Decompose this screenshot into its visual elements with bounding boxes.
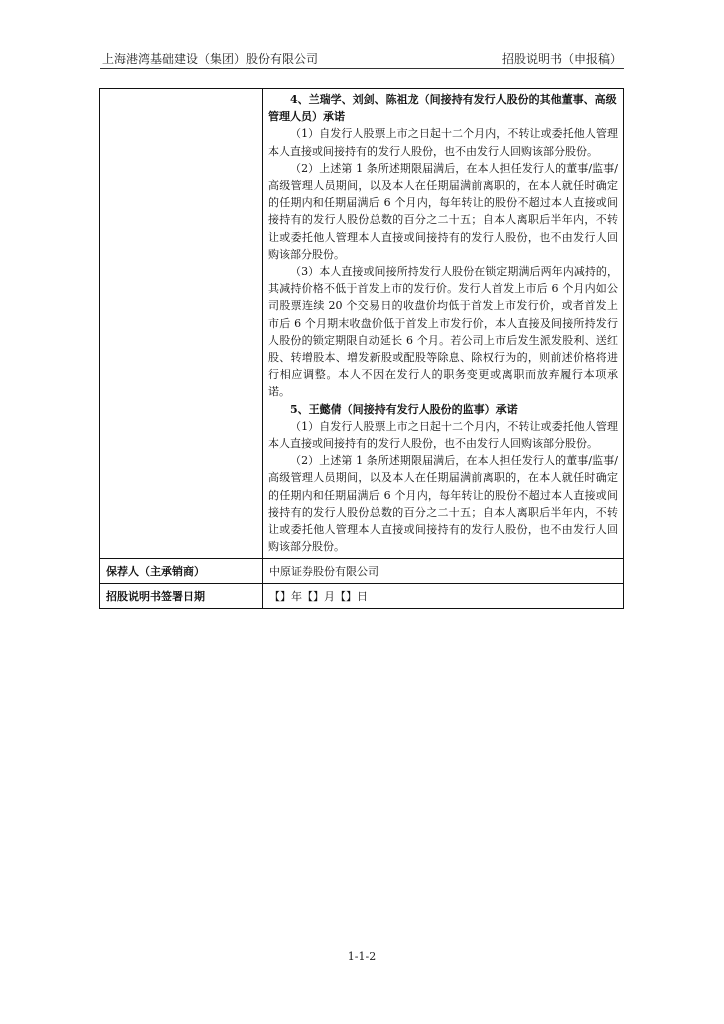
commitment-5-para-2: （2）上述第 1 条所述期限届满后，在本人担任发行人的董事/监事/高级管理人员期间，以及本人在任期届满前离职的，在本人就任时确定的任期内和任期届满后 6 个月内，每年转让的股份不超过本人直接或间接持有的发行人股份总数的百分之二十五；自本人离职后半年内，不转让或委托他人管理本人直接或间接持有的发行人股份，也不由发行人回购该部分股份。 xyxy=(268,454,618,554)
sponsor-label: 保荐人（主承销商） xyxy=(100,559,263,584)
page-header xyxy=(100,47,624,67)
sign-date-row xyxy=(100,584,624,609)
commitment-heading-5: 5、王懿倩（间接持有发行人股份的监事）承诺 xyxy=(290,402,518,416)
commitment-4-para-1: （1）自发行人股票上市之日起十二个月内，不转让或委托他人管理本人直接或间接持有的发行人股份，也不由发行人回购该部分股份。 xyxy=(268,127,618,158)
page-number: 1-1-2 xyxy=(347,950,377,963)
sponsor-value: 中原证券股份有限公司 xyxy=(263,559,624,584)
header-company: 上海港湾基础建设（集团）股份有限公司 xyxy=(102,52,319,66)
commitments-label-cell xyxy=(100,89,263,559)
commitment-heading-4: 4、兰瑞学、刘剑、陈祖龙（间接持有发行人股份的其他董事、高级管理人员）承诺 xyxy=(268,93,617,124)
sign-date-label: 招股说明书签署日期 xyxy=(100,584,263,609)
commitments-content-cell xyxy=(263,89,624,559)
sign-date-value: 【】年【】月【】日 xyxy=(263,584,624,609)
sponsor-row xyxy=(100,559,624,584)
commitment-4-para-3: （3）本人直接或间接所持发行人股份在锁定期满后两年内减持的，其减持价格不低于首发上市的发行价。发行人首发上市后 6 个月内如公司股票连续 20 个交易日的收盘价均低于首发上市发行价，或者首发上市后 6 个月期末收盘价低于首发上市发行价，本人直接及间接所持发行人股份的锁定期限自动延长 6 个月。若公司上市后发生派发股利、送红股、转增股本、增发新股或配股等除息、除权行为的，则前述价格将进行相应调整。本人不因在发行人的职务变更或离职而放弃履行本项承诺。 xyxy=(268,265,618,399)
header-rule xyxy=(100,68,624,69)
commitments-row xyxy=(100,89,624,559)
info-table xyxy=(99,88,624,609)
commitment-4-para-2: （2）上述第 1 条所述期限届满后，在本人担任发行人的董事/监事/高级管理人员期间，以及本人在任期届满前离职的，在本人就任时确定的任期内和任期届满后 6 个月内，每年转让的股份不超过本人直接或间接持有的发行人股份总数的百分之二十五；自本人离职后半年内，不转让或委托他人管理本人直接或间接持有的发行人股份，也不由发行人回购该部分股份。 xyxy=(268,161,618,261)
header-doc-type: 招股说明书（申报稿） xyxy=(501,52,622,66)
commitment-5-para-1: （1）自发行人股票上市之日起十二个月内，不转让或委托他人管理本人直接或间接持有的发行人股份，也不由发行人回购该部分股份。 xyxy=(268,419,618,451)
